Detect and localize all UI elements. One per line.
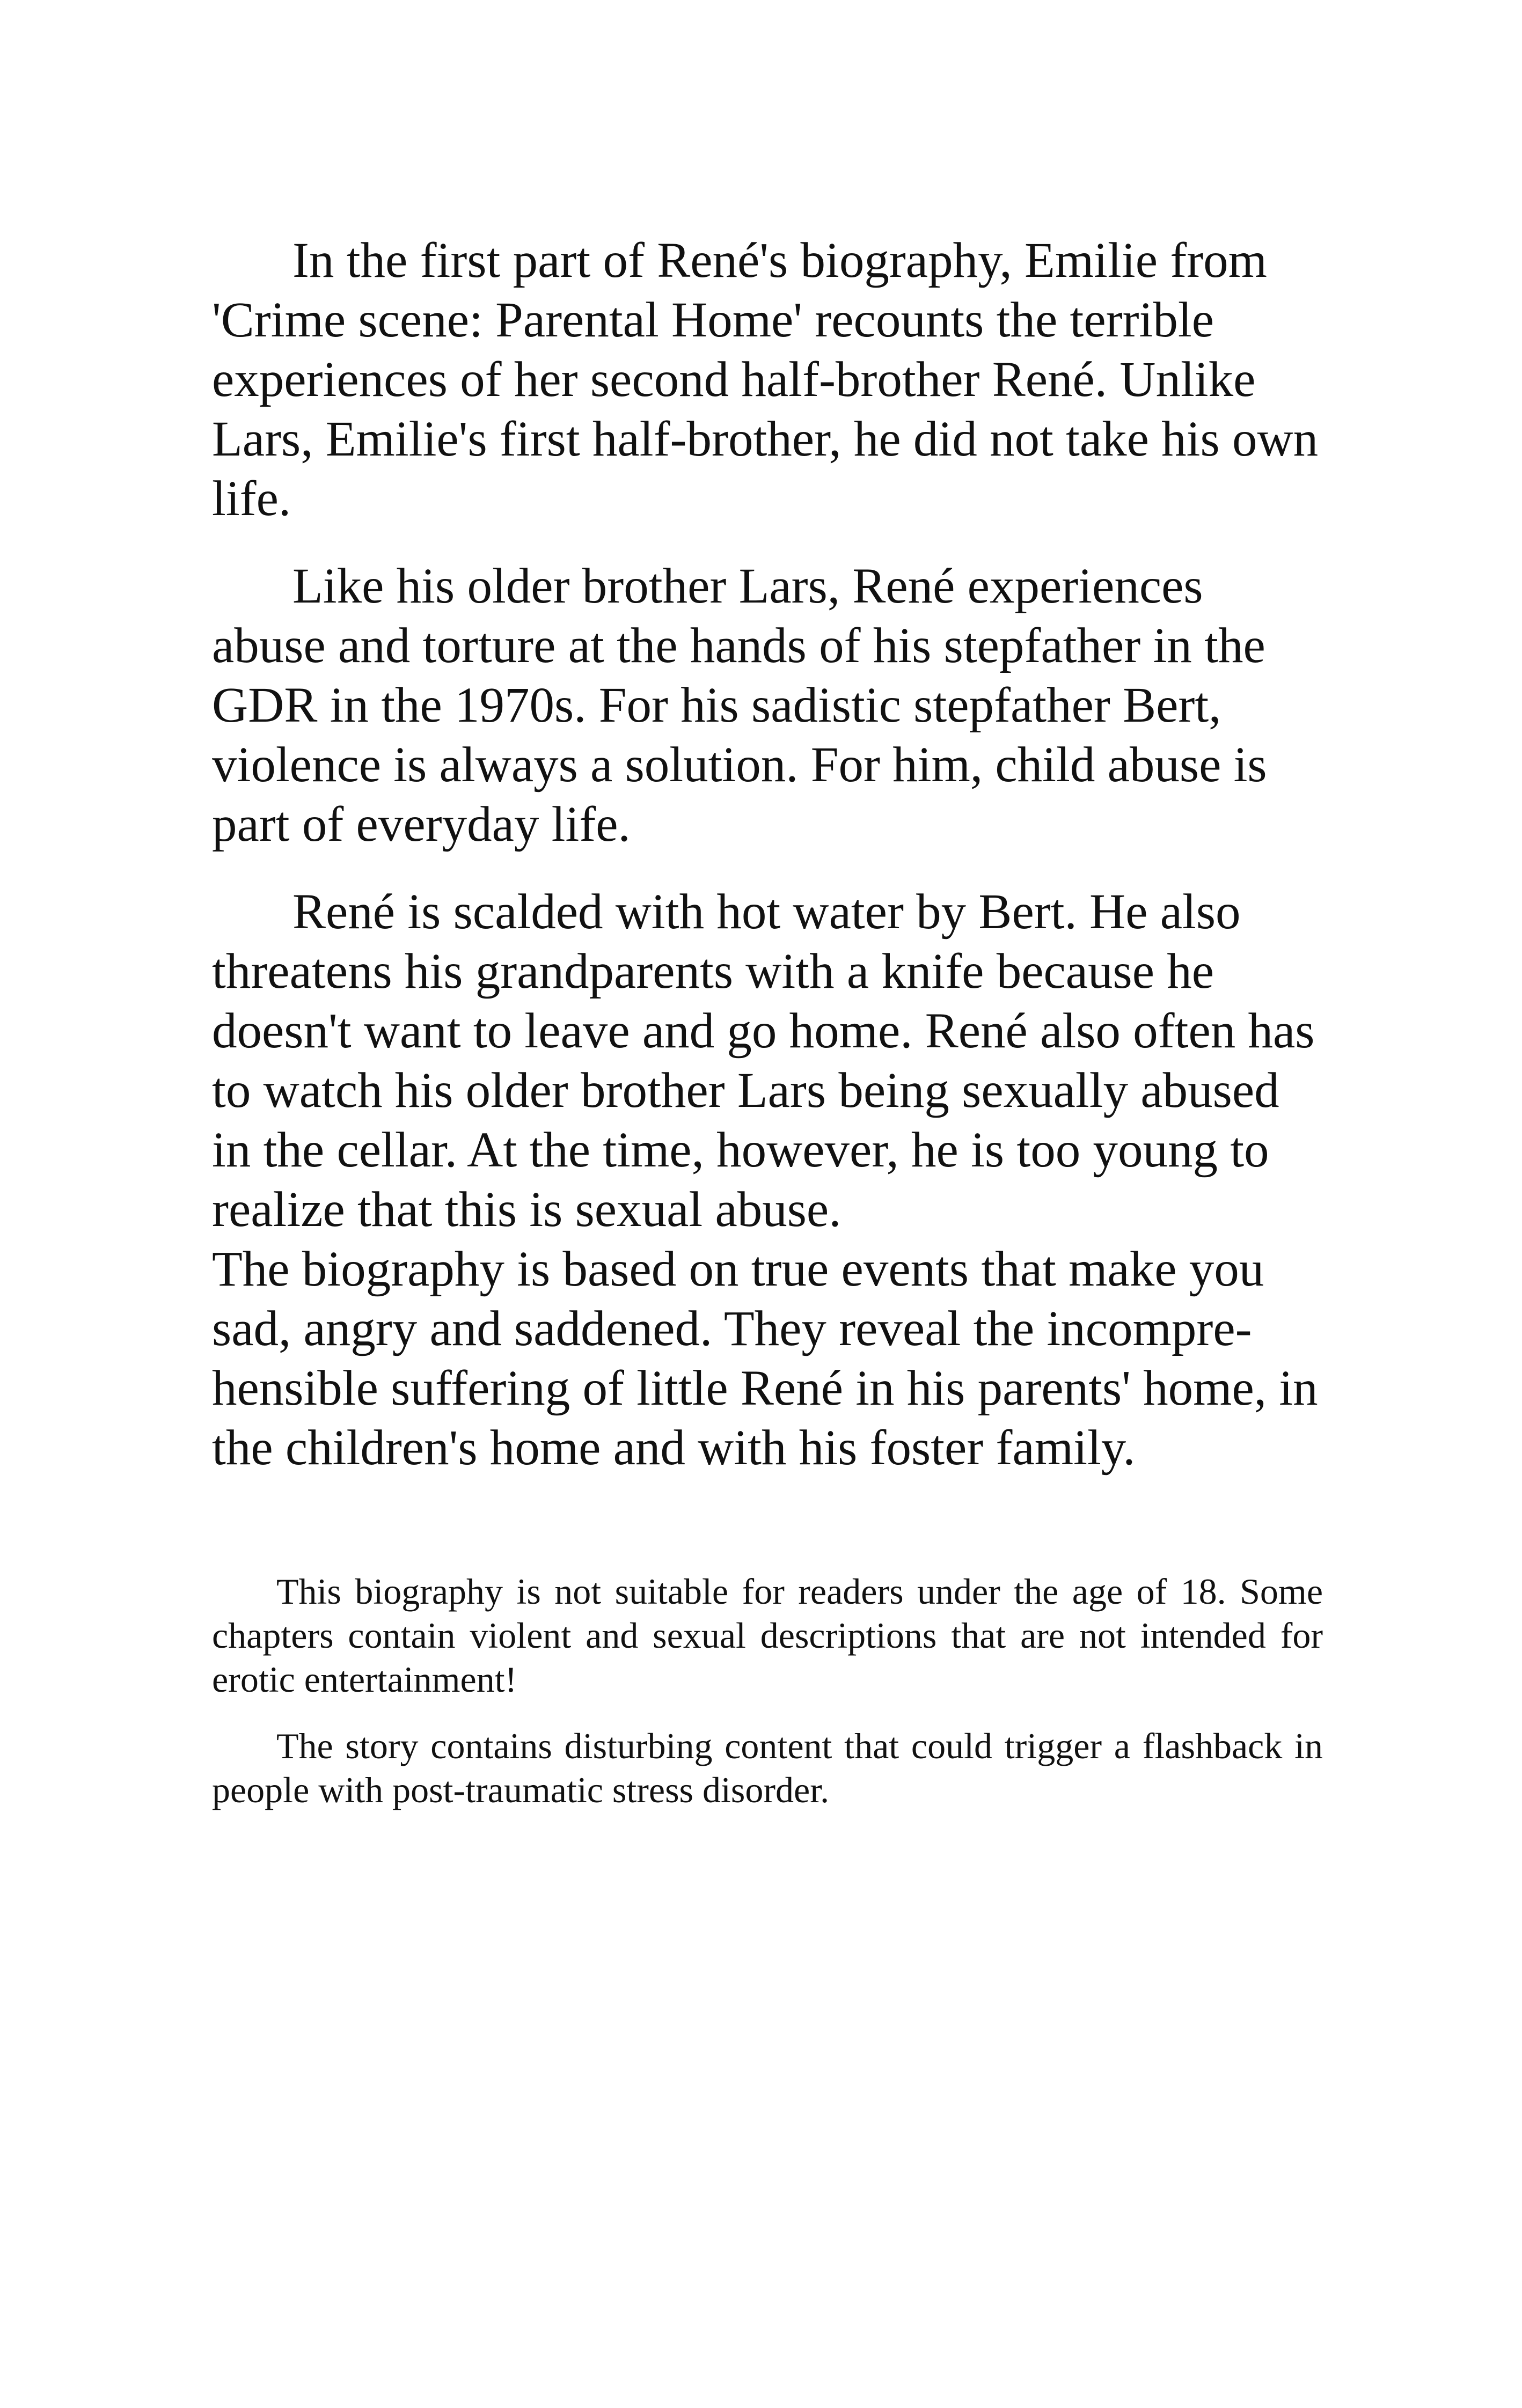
synopsis-paragraph-4: The biography is based on true events that make you sad, angry and saddened. They reveal the incompre-hensible suffering of little René in his parents' home, in the children's home and with his foster family. (212, 1242, 1318, 1475)
synopsis-text (212, 231, 1323, 1478)
synopsis-paragraph-3: René is scalded with hot water by Bert. He also threatens his grandparents with a knife because he doesn't want to leave and go home. René also often has to watch his older brother Lars being sexually abused in the cellar. At the time, however, he is too young to realize that this is sexual abuse. (212, 884, 1315, 1237)
synopsis-paragraph-2: Like his older brother Lars, René experiences abuse and torture at the hands of his stepfather in the GDR in the 1970s. For his sadistic stepfather Bert, violence is always a solution. For him, child abuse is part of everyday life. (212, 559, 1267, 852)
content-warning-age-notice: This biography is not suitable for readers under the age of 18. Some chapters contain violent and sexual descriptions that are not intended for erotic entertainment! (212, 1571, 1323, 1700)
content-warning-trigger-notice: The story contains disturbing content that could trigger a flashback in people with post-traumatic stress disorder. (212, 1726, 1323, 1810)
content-warning (212, 1569, 1323, 1812)
synopsis-paragraph-1: In the first part of René's biography, Emilie from 'Crime scene: Parental Home' recounts the terrible experiences of her second half-brother René. Unlike Lars, Emilie's first half-brother, he did not take his own life. (212, 233, 1319, 526)
